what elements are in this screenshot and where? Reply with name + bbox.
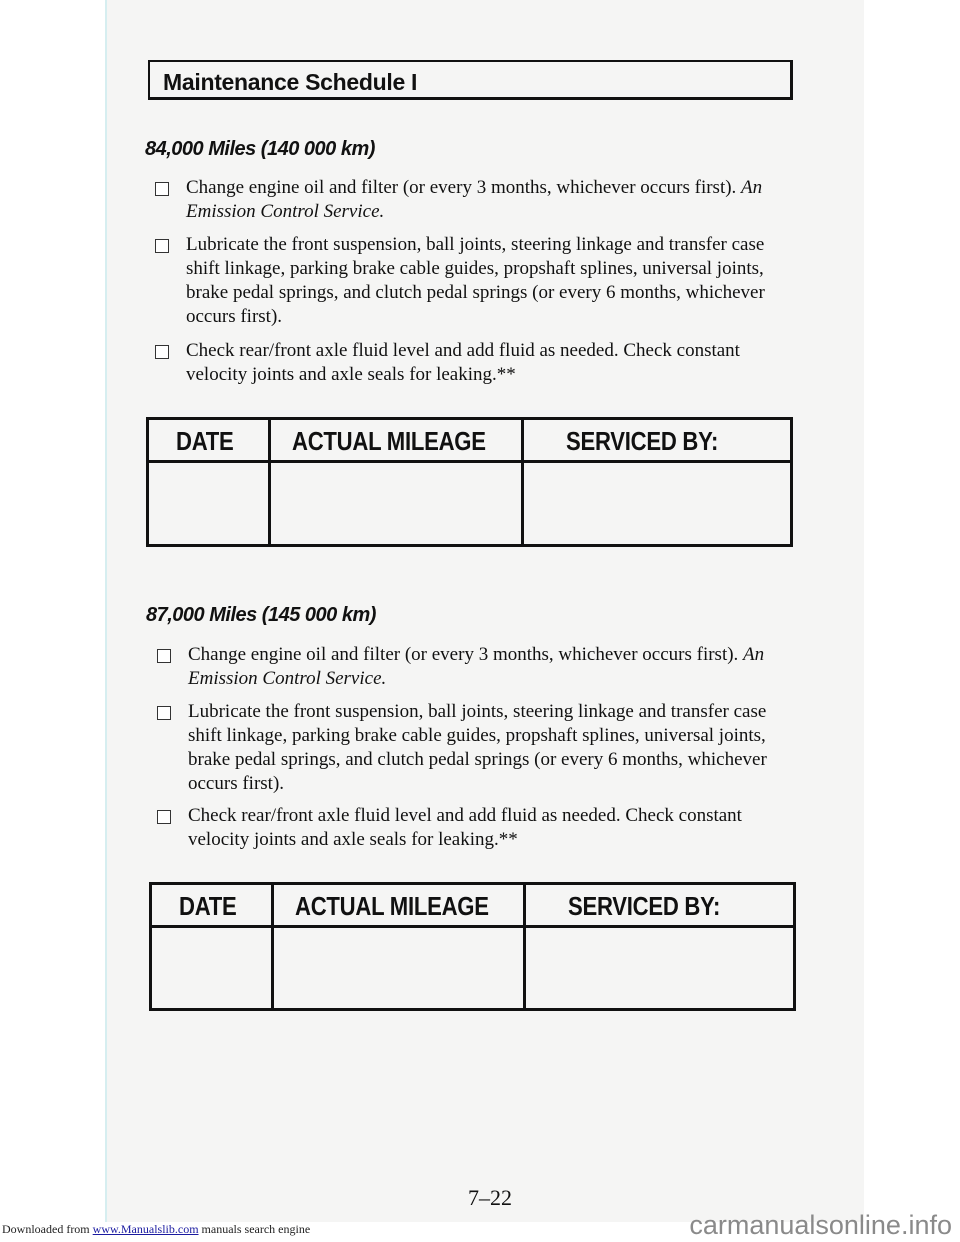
section-heading-84000: 84,000 Miles (140 000 km) [145, 138, 375, 160]
checklist-item: Lubricate the front suspension, ball joints, steering linkage and transfer case shift linkage, parking brake cable guides, propshaft splines, universal joints, brake pedal springs, and clutch pedal springs (or every 6 months, whichever occurs first). [155, 233, 775, 329]
checklist-item: Change engine oil and filter (or every 3 months, whichever occurs first). An Emission Control Service. [155, 176, 775, 224]
checkbox-icon [155, 345, 169, 359]
actual-mileage-header: ACTUAL MILEAGE [295, 891, 489, 921]
title-box [148, 60, 793, 100]
page-number: 7–22 [468, 1185, 512, 1210]
checklist-item: Check rear/front axle fluid level and add fluid as needed. Check constant velocity joints and axle seals for leaking.** [157, 804, 777, 852]
checklist-item: Check rear/front axle fluid level and add fluid as needed. Check constant velocity joints and axle seals for leaking.** [155, 339, 775, 387]
footer-suffix: manuals search engine [201, 1222, 311, 1236]
watermark: carmanualsonline.info [689, 1210, 952, 1240]
checklist-item: Lubricate the front suspension, ball joints, steering linkage and transfer case shift linkage, parking brake cable guides, propshaft splines, universal joints, brake pedal springs, and clutch pedal springs (or every 6 months, whichever occurs first). [157, 700, 777, 796]
column-divider [268, 420, 271, 544]
serviced-by-header: SERVICED BY: [568, 891, 721, 921]
checkbox-icon [157, 810, 171, 824]
column-divider [271, 885, 274, 1008]
service-record-table [149, 882, 796, 1011]
checkbox-icon [157, 649, 171, 663]
footer-prefix: Downloaded from [2, 1222, 90, 1236]
date-header: DATE [176, 426, 234, 456]
date-header: DATE [179, 891, 237, 921]
checklist-item: Change engine oil and filter (or every 3 months, whichever occurs first). An Emission Control Service. [157, 643, 777, 691]
service-record-table [146, 417, 793, 547]
actual-mileage-header: ACTUAL MILEAGE [292, 426, 486, 456]
section-heading-87000: 87,000 Miles (145 000 km) [146, 604, 376, 626]
checkbox-icon [155, 182, 169, 196]
column-divider [521, 420, 524, 544]
checkbox-icon [157, 706, 171, 720]
column-divider [523, 885, 526, 1008]
checkbox-icon [155, 239, 169, 253]
manualslib-link[interactable]: www.Manualslib.com [92, 1222, 199, 1236]
page-title: Maintenance Schedule I [163, 69, 418, 95]
download-footer [2, 1222, 310, 1237]
serviced-by-header: SERVICED BY: [566, 426, 719, 456]
